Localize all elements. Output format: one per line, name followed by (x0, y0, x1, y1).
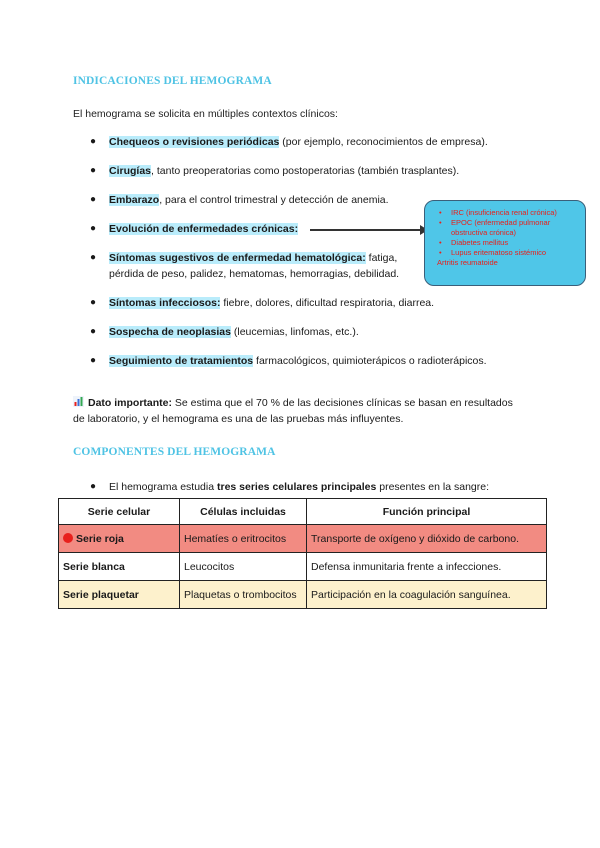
intro-text: El hemograma se solicita en múltiples contextos clínicos: (73, 108, 338, 120)
table-cell: Serie blanca (59, 553, 180, 581)
bullet-text: fiebre, dolores, dificultad respiratoria, diarrea. (220, 297, 435, 309)
document-page: INDICACIONES DEL HEMOGRAMA El hemograma se solicita en múltiples contextos clínicos: ● Chequeos o revisiones periódicas (por ejemplo, reconocimientos de empresa). ● Cirugías, tanto preoperatorias como postoperatorias (también trasplantes). ● Embarazo, para el control trimestral y detección de anemia. ● Evolución de enfermedades crónicas: ● Síntomas sugestivos de enfermedad hematológica: fatiga, pérdida de peso, palidez, hematomas, hemorragias, debilidad. ● Síntomas infecciosos: fiebre, dolores, dificultad respiratoria, diarrea. ● Sospecha de neoplasias (leucemias, linfomas, etc.). ● Seguimiento de tratamientos farmacológicos, quimioterápicos o radioterápicos. • IRC (insuficiencia renal crónica) • EPOC (enfermedad pulmonar obstructiva crónica) • Diabetes mellitus • Lupus eritematoso sistémico Artritis reumatoide Dato importante: Se estima que el 70 % de las decisiones clínicas se basan en resultados de laboratorio, y el hemograma es una de las pruebas más influyentes. COMPONENTES DEL HEMOGRAMA ● El hemograma estudia tres series celulares principales presentes en la sangre: Serie celular Células incluidas Función principal Serie roja Hematíes o eritrocitos Transporte de oxígeno y dióxido de carbono. Serie blanca Leucocitos Defensa inmunitaria frente a infecciones. Serie plaquetar Plaquetas o trombocitos Participación en la coagulación sanguínea. (0, 0, 600, 848)
components-table (58, 498, 547, 609)
bullet-highlight: Síntomas sugestivos de enfermedad hematológica: (109, 252, 366, 264)
bullet-highlight: Síntomas infecciosos: (109, 297, 221, 309)
bullet-icon: • (439, 248, 442, 257)
callout-item: Artritis reumatoide (437, 258, 498, 267)
bullet-icon: ● (90, 223, 97, 234)
bullet-text: fatiga, pérdida de peso, palidez, hematomas, hemorragias, debilidad. (109, 252, 400, 280)
bullet-highlight: Evolución de enfermedades crónicas: (109, 223, 299, 235)
table-cell: Serie roja (59, 525, 180, 553)
bullet-icon: ● (90, 252, 97, 263)
bullet-icon: ● (90, 326, 97, 337)
callout-item: • EPOC (enfermedad pulmonar obstructiva crónica) (439, 218, 551, 237)
table-row (59, 581, 547, 609)
bullet-icon: ● (90, 165, 97, 176)
table-row (59, 553, 547, 581)
table-cell: Leucocitos (180, 553, 307, 581)
bullet-icon: ● (90, 194, 97, 205)
red-circle-icon (63, 533, 73, 543)
bullet-text: farmacológicos, quimioterápicos o radioterápicos. (253, 355, 487, 367)
bullet-text: , para el control trimestral y detección de anemia. (159, 194, 389, 206)
bullet-icon: • (439, 208, 442, 217)
column-header: Células incluidas (180, 499, 307, 525)
bullet-highlight: Sospecha de neoplasias (109, 326, 231, 338)
bar-chart-icon (73, 396, 84, 407)
callout-item: • Lupus eritematoso sistémico (439, 248, 547, 257)
section-heading-indicaciones: INDICACIONES DEL HEMOGRAMA (73, 75, 272, 87)
table-header-row (59, 499, 547, 525)
bullet-icon: ● (90, 297, 97, 308)
bullet-highlight: Chequeos o revisiones periódicas (109, 136, 280, 148)
bullet-text: (por ejemplo, reconocimientos de empresa). (279, 136, 488, 148)
arrow-connector (310, 229, 426, 231)
important-note (73, 395, 523, 427)
bullet-icon: ● (90, 355, 97, 366)
table-cell: Hematíes o eritrocitos (180, 525, 307, 553)
bullet-icon: • (439, 238, 442, 247)
bullet-highlight: Cirugías (109, 165, 152, 177)
bullet-text: , tanto preoperatorias como postoperatorias (también trasplantes). (151, 165, 460, 177)
bullet-icon: ● (90, 481, 97, 492)
table-cell: Serie plaquetar (59, 581, 180, 609)
callout-item: • IRC (insuficiencia renal crónica) (439, 208, 557, 217)
column-header: Función principal (307, 499, 547, 525)
bullet-icon: ● (90, 136, 97, 147)
bullet-icon: • (439, 218, 442, 227)
table-cell: Defensa inmunitaria frente a infecciones. (307, 553, 547, 581)
bullet-highlight: Seguimiento de tratamientos (109, 355, 254, 367)
callout-item: • Diabetes mellitus (439, 238, 509, 247)
table-cell: Participación en la coagulación sanguínea. (307, 581, 547, 609)
important-text: Se estima que el 70 % de las decisiones clínicas se basan en resultados de laboratorio, y el hemograma es una de las pruebas más influyentes. (73, 397, 513, 425)
bullet-text: (leucemias, linfomas, etc.). (230, 326, 359, 338)
important-label: Dato importante: (88, 397, 172, 409)
column-header: Serie celular (59, 499, 180, 525)
table-cell: Transporte de oxígeno y dióxido de carbono. (307, 525, 547, 553)
chronic-diseases-callout (424, 200, 586, 286)
table-row (59, 525, 547, 553)
table-cell: Plaquetas o trombocitos (180, 581, 307, 609)
bullet-highlight: Embarazo (109, 194, 160, 206)
section-heading-componentes: COMPONENTES DEL HEMOGRAMA (73, 446, 276, 458)
